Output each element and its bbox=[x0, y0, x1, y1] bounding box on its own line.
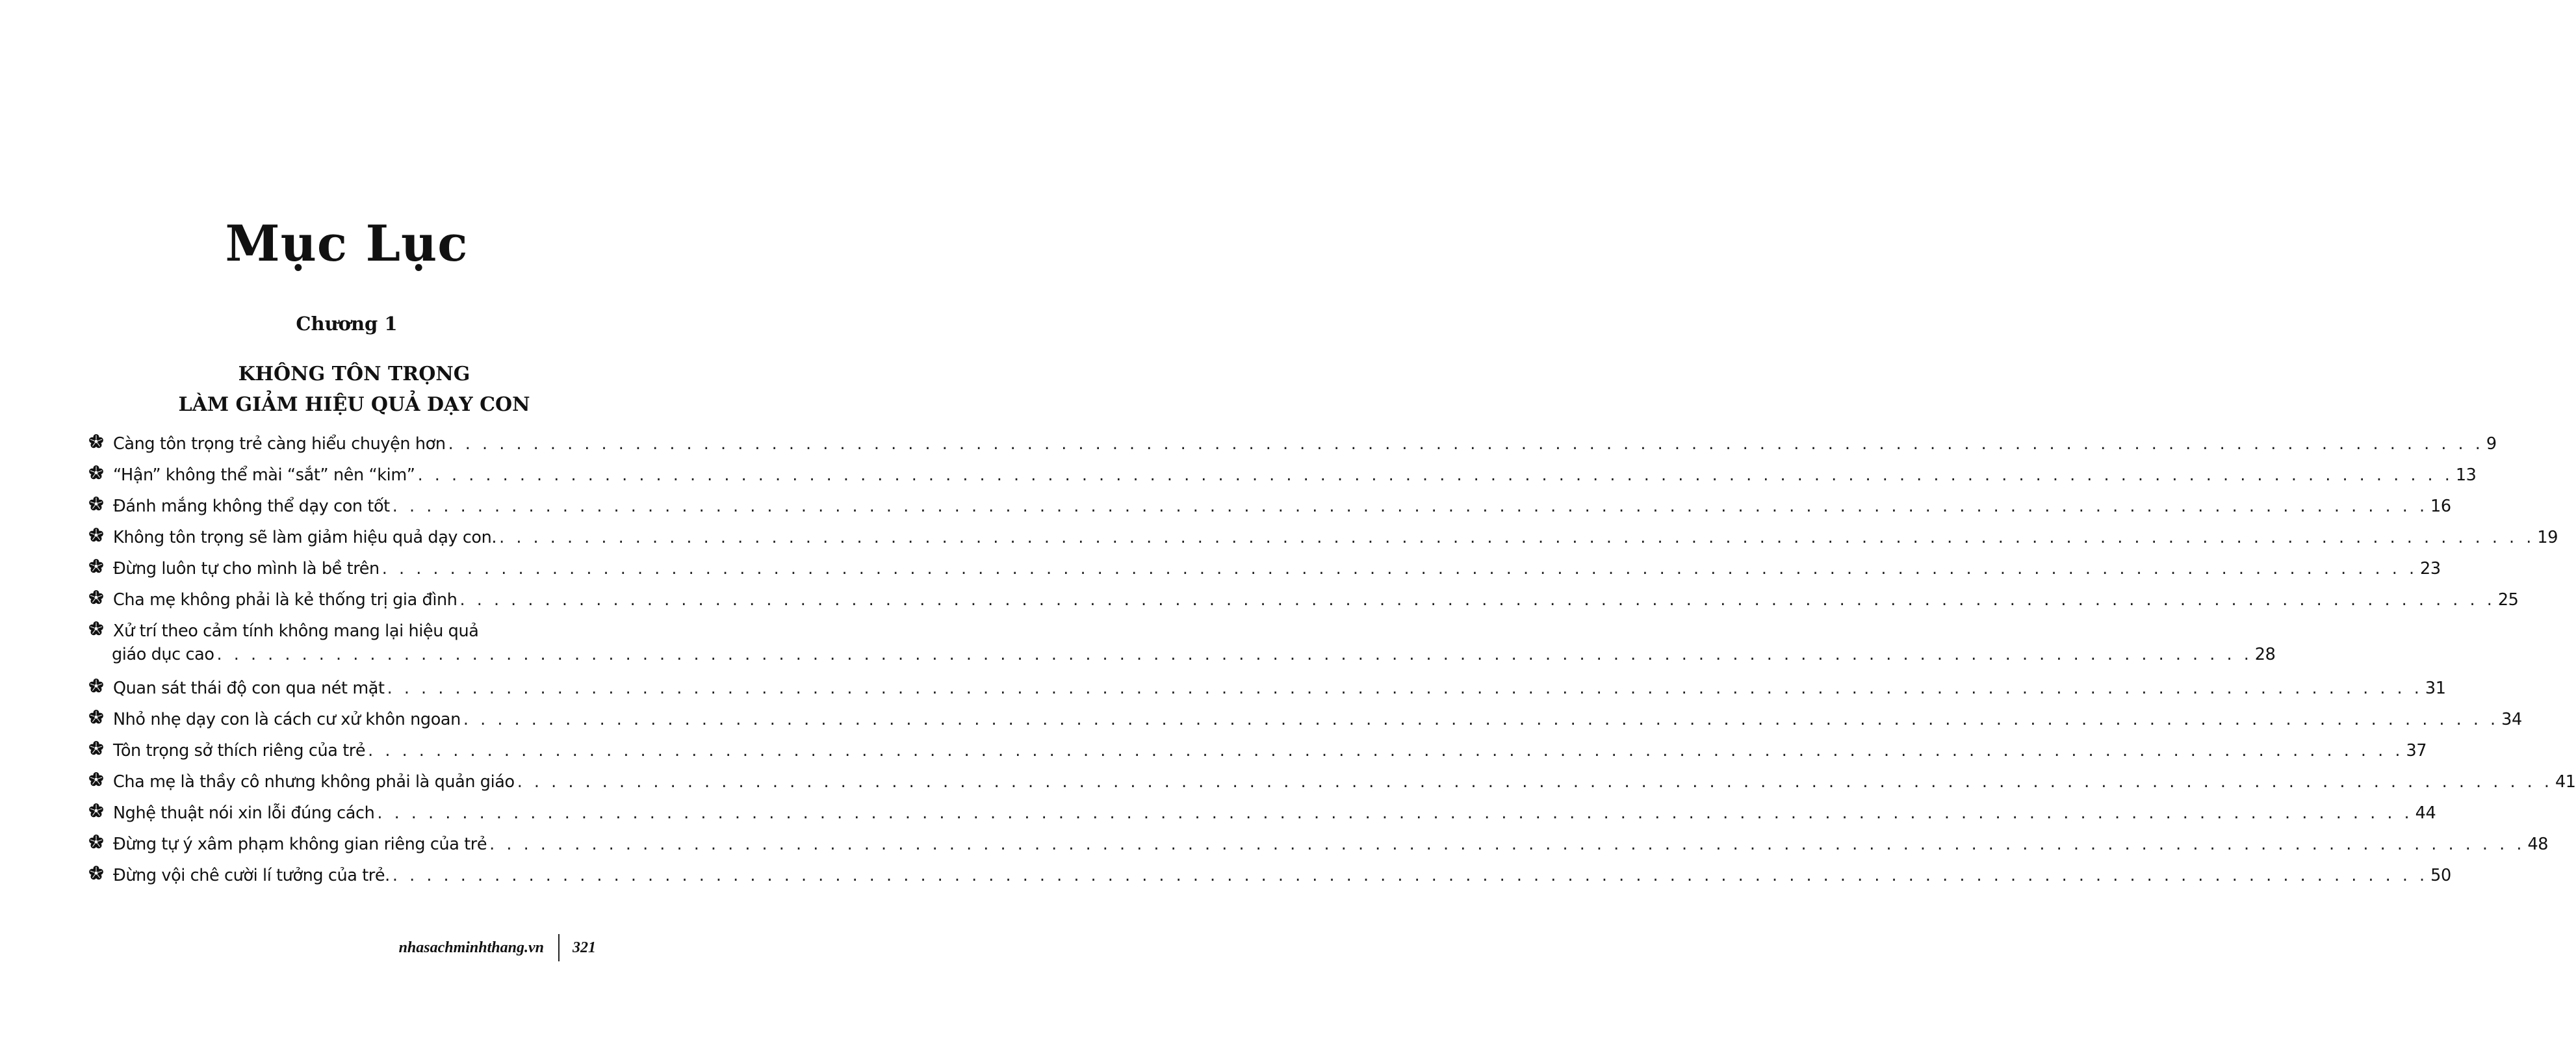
dot-leader: . . . . . . . . . . . . . . . . . . . . . . . . . . . . . . . . . . . . . . . . . . . . . . . . . . . . . . . . . . . . . . . . . . . . . . . . . . . . . . . . . . . . . . . . . . . . . . . . . . . . . . . . . . . . . . . . . . . . . . . . bbox=[517, 772, 2553, 792]
toc-entry-title: Càng tôn trọng trẻ càng hiểu chuyện hơn bbox=[113, 434, 446, 454]
chapter-title bbox=[0, 359, 708, 420]
toc-entry-title: “Hận” không thể mài “sắt” nên “kim” bbox=[113, 465, 415, 485]
toc-entry-title: Xử trí theo cảm tính không mang lại hiệu quả bbox=[113, 621, 479, 641]
toc-entry-page: 34 bbox=[2501, 710, 2522, 729]
chapter-label: Chương 1 bbox=[296, 313, 398, 335]
table-of-contents bbox=[88, 429, 2576, 892]
dot-leader: . . . . . . . . . . . . . . . . . . . . . . . . . . . . . . . . . . . . . . . . . . . . . . . . . . . . . . . . . . . . . . . . . . . . . . . . . . . . . . . . . . . . . . . . . . . . . . . . . . . . . . . . . . . . . . . . . . . . . . . . bbox=[392, 497, 2428, 516]
flower-bullet-icon bbox=[88, 861, 113, 885]
toc-entry[interactable] bbox=[88, 585, 2519, 610]
toc-entry-page: 50 bbox=[2430, 866, 2451, 885]
toc-entry[interactable] bbox=[88, 554, 2441, 578]
toc-entry[interactable] bbox=[88, 491, 2451, 516]
flower-bullet-icon bbox=[88, 491, 113, 516]
dot-leader: . . . . . . . . . . . . . . . . . . . . . . . . . . . . . . . . . . . . . . . . . . . . . . . . . . . . . . . . . . . . . . . . . . . . . . . . . . . . . . . . . . . . . . . . . . . . . . . . . . . . . . . . . . . . . . . . . . . . . . . . bbox=[448, 434, 2484, 454]
toc-entry-page: 9 bbox=[2486, 434, 2497, 454]
toc-entry-page: 16 bbox=[2430, 497, 2451, 516]
toc-entry-page: 23 bbox=[2420, 559, 2441, 578]
toc-entry-title: Nhỏ nhẹ dạy con là cách cư xử khôn ngoan bbox=[113, 710, 461, 729]
toc-entry-title: Đừng luôn tự cho mình là bề trên bbox=[113, 559, 380, 578]
toc-entry[interactable] bbox=[88, 798, 2436, 823]
flower-bullet-icon bbox=[88, 798, 113, 823]
toc-entry[interactable] bbox=[88, 705, 2522, 729]
dot-leader: . . . . . . . . . . . . . . . . . . . . . . . . . . . . . . . . . . . . . . . . . . . . . . . . . . . . . . . . . . . . . . . . . . . . . . . . . . . . . . . . . . . . . . . . . . . . . . . . . . . . . . . . . . . . . . . . . . . . . . . . bbox=[463, 710, 2499, 729]
toc-entry-page: 25 bbox=[2497, 590, 2519, 610]
flower-bullet-icon bbox=[88, 585, 113, 610]
flower-bullet-icon bbox=[88, 736, 113, 760]
flower-bullet-icon bbox=[88, 523, 113, 547]
flower-bullet-icon bbox=[88, 829, 113, 854]
dot-leader: . . . . . . . . . . . . . . . . . . . . . . . . . . . . . . . . . . . . . . . . . . . . . . . . . . . . . . . . . . . . . . . . . . . . . . . . . . . . . . . . . . . . . . . . . . . . . . . . . . . . . . . . . . . . . . . . . . . . . . . . bbox=[216, 645, 2252, 664]
dot-leader: . . . . . . . . . . . . . . . . . . . . . . . . . . . . . . . . . . . . . . . . . . . . . . . . . . . . . . . . . . . . . . . . . . . . . . . . . . . . . . . . . . . . . . . . . . . . . . . . . . . . . . . . . . . . . . . . . . . . . . . . bbox=[387, 679, 2423, 698]
toc-entry[interactable] bbox=[88, 673, 2446, 698]
chapter-title-line-2: LÀM GIẢM HIỆU QUẢ DẠY CON bbox=[178, 393, 530, 416]
footer-page-number: 321 bbox=[573, 939, 596, 956]
flower-bullet-icon bbox=[88, 460, 113, 485]
toc-entry[interactable] bbox=[88, 460, 2477, 485]
page-title: Mục Lục bbox=[225, 214, 469, 272]
toc-entry-title: Tôn trọng sở thích riêng của trẻ bbox=[113, 741, 366, 760]
toc-entry-page: 48 bbox=[2527, 835, 2549, 854]
dot-leader: . . . . . . . . . . . . . . . . . . . . . . . . . . . . . . . . . . . . . . . . . . . . . . . . . . . . . . . . . . . . . . . . . . . . . . . . . . . . . . . . . . . . . . . . . . . . . . . . . . . . . . . . . . . . . . . . . . . . . . . . bbox=[377, 803, 2413, 823]
dot-leader: . . . . . . . . . . . . . . . . . . . . . . . . . . . . . . . . . . . . . . . . . . . . . . . . . . . . . . . . . . . . . . . . . . . . . . . . . . . . . . . . . . . . . . . . . . . . . . . . . . . . . . . . . . . . . . . . . . . . . . . . bbox=[489, 835, 2525, 854]
toc-entry-title: Quan sát thái độ con qua nét mặt bbox=[113, 679, 385, 698]
flower-bullet-icon bbox=[88, 429, 113, 454]
flower-bullet-icon bbox=[88, 767, 113, 792]
dot-leader: . . . . . . . . . . . . . . . . . . . . . . . . . . . . . . . . . . . . . . . . . . . . . . . . . . . . . . . . . . . . . . . . . . . . . . . . . . . . . . . . . . . . . . . . . . . . . . . . . . . . . . . . . . . . . . . . . . . . . . . . bbox=[368, 741, 2404, 760]
toc-entry-title: Cha mẹ là thầy cô nhưng không phải là quản giáo bbox=[113, 772, 515, 792]
toc-entry[interactable] bbox=[88, 861, 2451, 885]
toc-entry[interactable] bbox=[88, 429, 2497, 454]
toc-entry-page: 19 bbox=[2537, 528, 2558, 547]
toc-entry-page: 28 bbox=[2254, 645, 2276, 664]
dot-leader: . . . . . . . . . . . . . . . . . . . . . . . . . . . . . . . . . . . . . . . . . . . . . . . . . . . . . . . . . . . . . . . . . . . . . . . . . . . . . . . . . . . . . . . . . . . . . . . . . . . . . . . . . . . . . . . . . . . . . . . . bbox=[381, 559, 2418, 578]
dot-leader: . . . . . . . . . . . . . . . . . . . . . . . . . . . . . . . . . . . . . . . . . . . . . . . . . . . . . . . . . . . . . . . . . . . . . . . . . . . . . . . . . . . . . . . . . . . . . . . . . . . . . . . . . . . . . . . . . . . . . . . . bbox=[459, 590, 2495, 610]
flower-bullet-icon bbox=[88, 673, 113, 698]
dot-leader: . . . . . . . . . . . . . . . . . . . . . . . . . . . . . . . . . . . . . . . . . . . . . . . . . . . . . . . . . . . . . . . . . . . . . . . . . . . . . . . . . . . . . . . . . . . . . . . . . . . . . . . . . . . . . . . . . . . . . . . . bbox=[417, 465, 2453, 485]
toc-entry-title: Đánh mắng không thể dạy con tốt bbox=[113, 497, 390, 516]
toc-entry-title-continued: giáo dục cao bbox=[112, 645, 214, 664]
toc-entry-page: 41 bbox=[2555, 772, 2576, 792]
toc-entry-page: 37 bbox=[2406, 741, 2427, 760]
toc-entry[interactable] bbox=[88, 523, 2558, 547]
toc-entry-page: 31 bbox=[2425, 679, 2446, 698]
dot-leader: . . . . . . . . . . . . . . . . . . . . . . . . . . . . . . . . . . . . . . . . . . . . . . . . . . . . . . . . . . . . . . . . . . . . . . . . . . . . . . . . . . . . . . . . . . . . . . . . . . . . . . . . . . . . . . . . . . . . . . . . bbox=[392, 866, 2428, 885]
toc-entry-page: 13 bbox=[2455, 465, 2477, 485]
toc-entry-page: 44 bbox=[2415, 803, 2436, 823]
toc-entry-title: Đừng tự ý xâm phạm không gian riêng của trẻ bbox=[113, 835, 487, 854]
footer-site: nhasachminhthang.vn bbox=[398, 939, 544, 956]
toc-entry[interactable] bbox=[88, 736, 2427, 760]
toc-entry-title: Không tôn trọng sẽ làm giảm hiệu quả dạy con. bbox=[113, 528, 497, 547]
flower-bullet-icon bbox=[88, 705, 113, 729]
toc-entry[interactable] bbox=[88, 829, 2549, 854]
toc-entry[interactable] bbox=[88, 767, 2576, 792]
dot-leader: . . . . . . . . . . . . . . . . . . . . . . . . . . . . . . . . . . . . . . . . . . . . . . . . . . . . . . . . . . . . . . . . . . . . . . . . . . . . . . . . . . . . . . . . . . . . . . . . . . . . . . . . . . . . . . . . . . . . . . . . bbox=[499, 528, 2535, 547]
flower-bullet-icon bbox=[88, 554, 113, 578]
toc-entry[interactable] bbox=[88, 616, 2276, 667]
flower-bullet-icon bbox=[88, 616, 113, 641]
page-footer bbox=[399, 934, 596, 961]
toc-entry-title: Đừng vội chê cười lí tưởng của trẻ. bbox=[113, 866, 390, 885]
toc-entry-title: Cha mẹ không phải là kẻ thống trị gia đình bbox=[113, 590, 457, 610]
chapter-title-line-1: KHÔNG TÔN TRỌNG bbox=[238, 363, 470, 385]
toc-entry-title: Nghệ thuật nói xin lỗi đúng cách bbox=[113, 803, 375, 823]
